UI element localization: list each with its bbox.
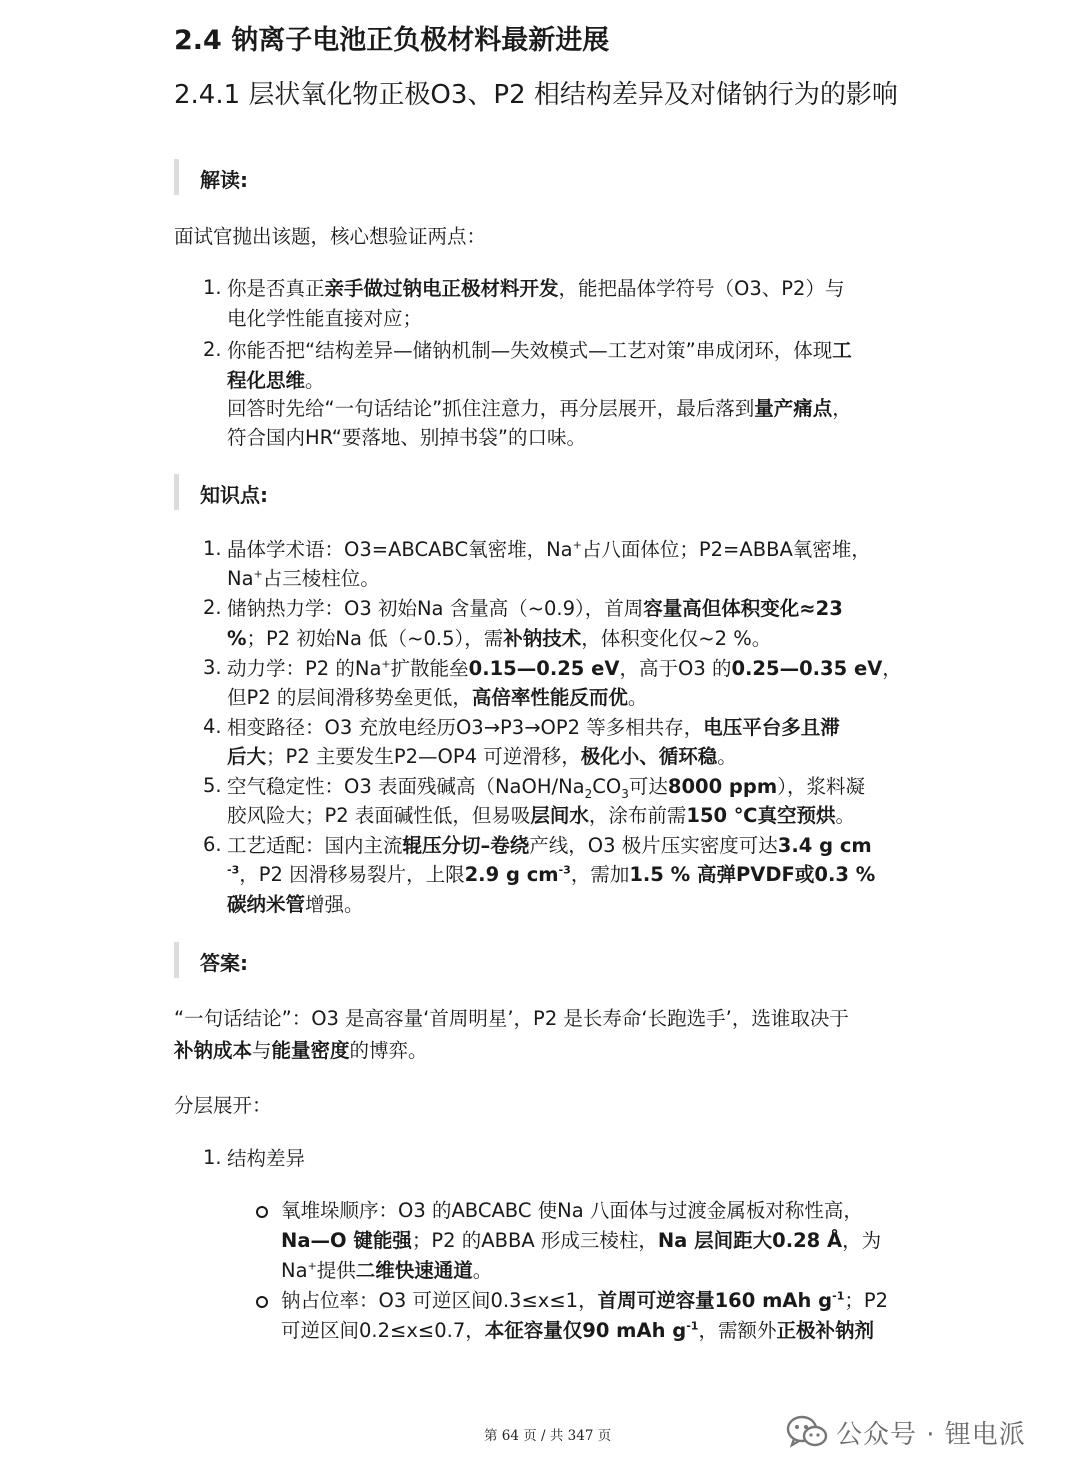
interpret-label: 解读: xyxy=(200,168,248,192)
list-item-line: $^{-3}$，P2 因滑移易裂片，上限2.9 g $cm^{-3}$，需加1.5 % 高弹PVDF或0.3 % xyxy=(227,863,876,886)
subsection-heading: 2.4.1 层状氧化物正极O3、P2 相结构差异及对储钠行为的影响 xyxy=(174,80,898,110)
list-item-line: Na+占三棱柱位。 xyxy=(227,567,380,590)
list-number: 2. xyxy=(203,338,222,361)
bullet-line: Na—O 键能强；P2 的ABBA 形成三棱柱，Na 层间距大0.28 Å，为 xyxy=(281,1229,882,1252)
list-number: 1. xyxy=(203,537,222,560)
watermark xyxy=(786,1412,1026,1452)
list-item-line: %；P2 初始Na 低（~0.5），需补钠技术，体积变化仅~2 %。 xyxy=(227,627,772,650)
answer-conclusion: 补钠成本与能量密度的博弈。 xyxy=(174,1039,428,1062)
list-item-line: 晶体学术语：O3=ABCABC氧密堆，Na+占八面体位；P2=ABBA氧密堆， xyxy=(227,538,871,561)
list-item-line: 结构差异 xyxy=(227,1147,306,1170)
watermark-text: 公众号 · 锂电派 xyxy=(836,1419,1026,1450)
answer-conclusion: “一句话结论”：O3 是高容量‘首周明星’，P2 是长寿命‘长跑选手’，选谁取决于 xyxy=(174,1007,849,1030)
list-item-line: 动力学：P2 的Na+扩散能垒0.15—0.25 eV，高于O3 的0.25—0.35 eV， xyxy=(227,657,902,680)
bullet-line: 氧堆垛顺序：O3 的ABCABC 使Na 八面体与过渡金属板对称性高， xyxy=(281,1199,863,1222)
list-item-line: 回答时先给“一句话结论”抓住注意力，再分层展开，最后落到量产痛点， xyxy=(227,397,852,420)
blockquote-bar xyxy=(174,159,179,195)
bullet-circle-icon xyxy=(256,1206,268,1218)
wechat-icon xyxy=(786,1414,828,1450)
list-number: 2. xyxy=(203,596,222,619)
interpret-intro: 面试官抛出该题，核心想验证两点： xyxy=(174,225,487,248)
list-number: 1. xyxy=(203,276,222,299)
list-item-line: 胶风险大；P2 表面碱性低，但易吸层间水，涂布前需150 ℃真空预烘。 xyxy=(227,804,856,827)
list-item-line: 电化学性能直接对应； xyxy=(227,307,423,330)
list-item-line: 你是否真正亲手做过钠电正极材料开发，能把晶体学符号（O3、P2）与 xyxy=(227,277,845,300)
list-number: 3. xyxy=(203,656,222,679)
list-number: 1. xyxy=(203,1146,222,1169)
bullet-line: Na+提供二维快速通道。 xyxy=(281,1259,493,1282)
list-item-line: 但P2 的层间滑移势垒更低，高倍率性能反而优。 xyxy=(227,686,648,709)
knowledge-label: 知识点: xyxy=(200,483,268,507)
list-item-line: 空气稳定性：O3 表面残碱高（$NaOH/Na_2CO_3$可达8000 ppm），浆料凝 xyxy=(227,775,865,801)
section-heading: 2.4 钠离子电池正负极材料最新进展 xyxy=(174,25,610,56)
bullet-line: 可逆区间0.2≤x≤0.7，本征容量仅90 mAh $g^{-1}$，需额外正极补钠剂 xyxy=(281,1319,874,1342)
layered-intro: 分层展开： xyxy=(174,1094,272,1117)
bullet-line: 钠占位率：O3 可逆区间0.3≤x≤1，首周可逆容量160 mAh $g^{-1}$；P2 xyxy=(281,1289,889,1312)
list-item-line: 你能否把“结构差异—储钠机制—失效模式—工艺对策”串成闭环，体现工 xyxy=(227,339,852,362)
list-number: 4. xyxy=(203,715,222,738)
page-footer: 第 64 页 / 共 347 页 xyxy=(484,1428,612,1444)
list-item-line: 符合国内HR“要落地、别掉书袋”的口味。 xyxy=(227,426,586,449)
list-item-line: 工艺适配：国内主流辊压分切–卷绕产线，O3 极片压实密度可达3.4 g cm xyxy=(227,834,872,857)
list-item-line: 程化思维。 xyxy=(227,369,325,392)
list-number: 5. xyxy=(203,774,222,797)
blockquote-bar xyxy=(174,474,179,510)
list-item-line: 相变路径：O3 充放电经历O3→P3→OP2 等多相共存，电压平台多且滞 xyxy=(227,716,840,739)
list-item-line: 储钠热力学：O3 初始Na 含量高（~0.9），首周容量高但体积变化≈23 xyxy=(227,597,843,620)
list-item-line: 后大；P2 主要发生P2—OP4 可逆滑移，极化小、循环稳。 xyxy=(227,745,737,768)
list-item-line: 碳纳米管增强。 xyxy=(227,893,364,916)
answer-label: 答案: xyxy=(200,951,248,975)
blockquote-bar xyxy=(174,942,179,978)
bullet-circle-icon xyxy=(256,1296,268,1308)
list-number: 6. xyxy=(203,833,222,856)
